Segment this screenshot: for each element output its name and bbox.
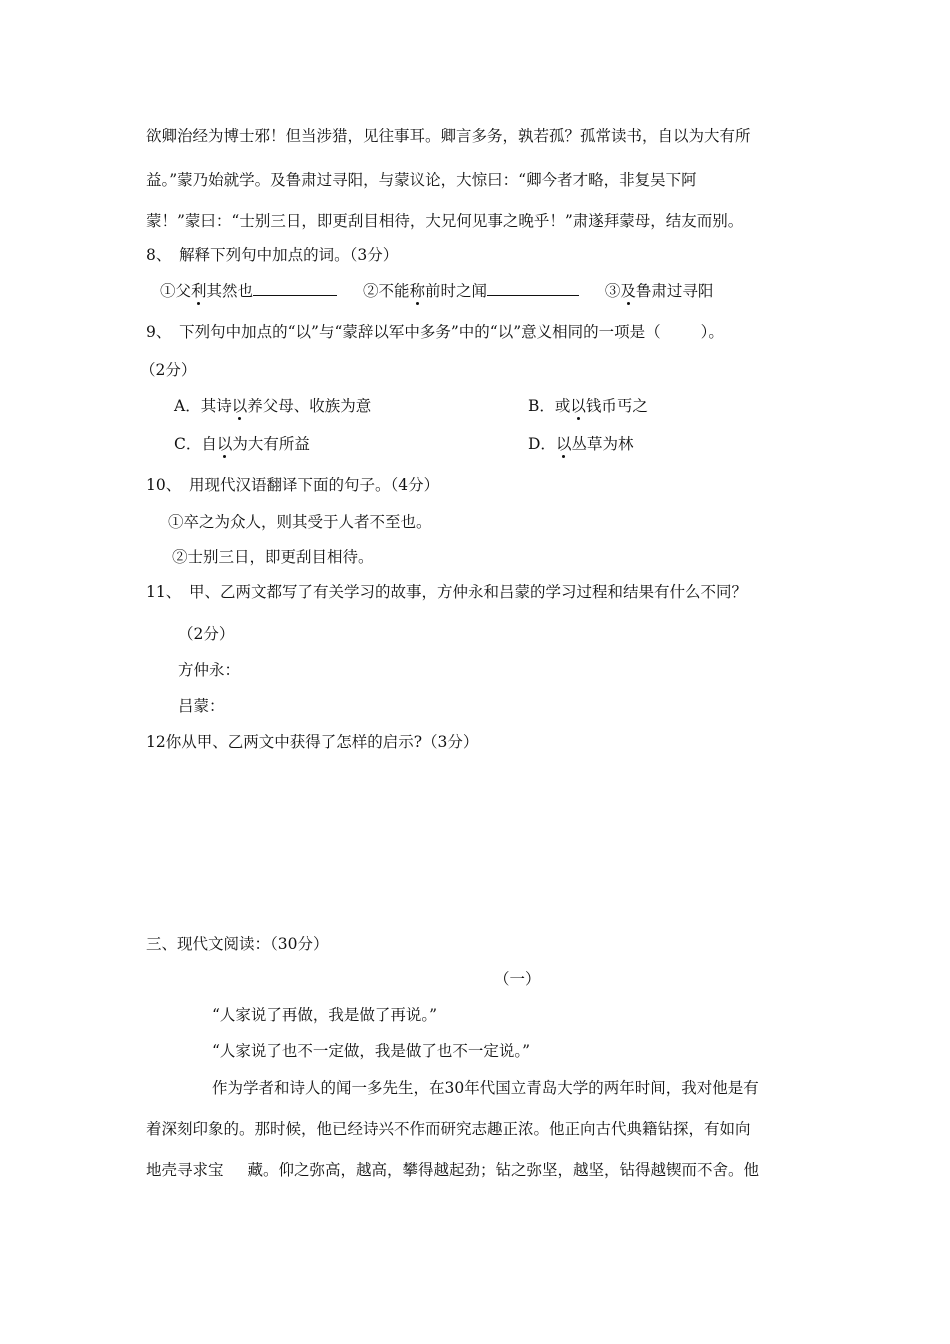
answer-blank[interactable] xyxy=(487,280,579,296)
dotted-char: 利 xyxy=(191,282,207,300)
q9-option-c: C．自以为大有所益 xyxy=(174,435,310,453)
q8-item-3: ③及鲁肃过寻阳 xyxy=(604,282,714,300)
dotted-char: 以 xyxy=(231,397,248,415)
dotted-char: 以 xyxy=(570,397,586,415)
q9-option-a: A．其诗以养父母、收族为意 xyxy=(174,397,372,415)
q9-stem: 9、 下列句中加点的“以”与“蒙辞以军中多务”中的“以”意义相同的一项是（ ）。 xyxy=(146,323,724,341)
q12-stem: 12你从甲、乙两文中获得了怎样的启示?（3分） xyxy=(146,733,479,751)
passage-line: 蒙！”蒙曰：“士别三日，即更刮目相待，大兄何见事之晚乎！”肃遂拜蒙母，结友而别。 xyxy=(146,212,744,230)
passage-line: 欲卿治经为博士邪！但当涉猎，见往事耳。卿言多务，孰若孤？孤常读书，自以为大有所 xyxy=(146,127,751,145)
q8-item-2: ②不能称前时之闻 xyxy=(362,282,487,300)
section3-sub: （一） xyxy=(494,970,541,988)
section3-title: 三、现代文阅读：（30分） xyxy=(146,935,329,953)
q8-items xyxy=(160,280,713,301)
q10-stem: 10、 用现代汉语翻译下面的句子。（4分） xyxy=(146,476,440,494)
q10-item-2: ②士别三日，即更刮目相待。 xyxy=(172,548,374,566)
q9-option-b: B．或以钱币丐之 xyxy=(528,397,648,415)
quote-1: “人家说了再做，我是做了再说。” xyxy=(212,1006,438,1024)
q9-option-d: D．以丛草为林 xyxy=(528,435,634,453)
q8-item-1: ①父利其然也 xyxy=(160,282,254,300)
q11-fang-label: 方仲永： xyxy=(178,661,241,679)
q10-item-1: ①卒之为众人，则其受于人者不至也。 xyxy=(168,513,432,531)
dotted-char: 及 xyxy=(620,282,636,300)
q11-score: （2分） xyxy=(178,625,235,643)
dotted-char: 以 xyxy=(555,435,572,453)
answer-blank[interactable] xyxy=(253,280,337,296)
q8-stem: 8、 解释下列句中加点的词。（3分） xyxy=(146,246,399,264)
para-line: 作为学者和诗人的闻一多先生，在30年代国立青岛大学的两年时间，我对他是有 xyxy=(212,1079,759,1097)
dotted-char: 以 xyxy=(216,435,233,453)
quote-2: “人家说了也不一定做，我是做了也不一定说。” xyxy=(212,1042,531,1060)
q11-stem: 11、 甲、乙两文都写了有关学习的故事，方仲永和吕蒙的学习过程和结果有什么不同？ xyxy=(146,583,747,601)
q9-score: （2分） xyxy=(140,361,197,379)
q11-lv-label: 吕蒙： xyxy=(178,697,225,715)
para-line: 着深刻印象的。那时候，他已经诗兴不作而研究志趣正浓。他正向古代典籍钻探，有如向 xyxy=(146,1120,751,1138)
para-line: 地壳寻求宝 藏。仰之弥高，越高，攀得越起劲；钻之弥坚，越坚，钻得越锲而不舍。他 xyxy=(146,1161,760,1179)
passage-line: 益。”蒙乃始就学。及鲁肃过寻阳，与蒙议论，大惊曰：“卿今者才略，非复吴下阿 xyxy=(146,171,697,189)
dotted-char: 称 xyxy=(409,282,425,300)
